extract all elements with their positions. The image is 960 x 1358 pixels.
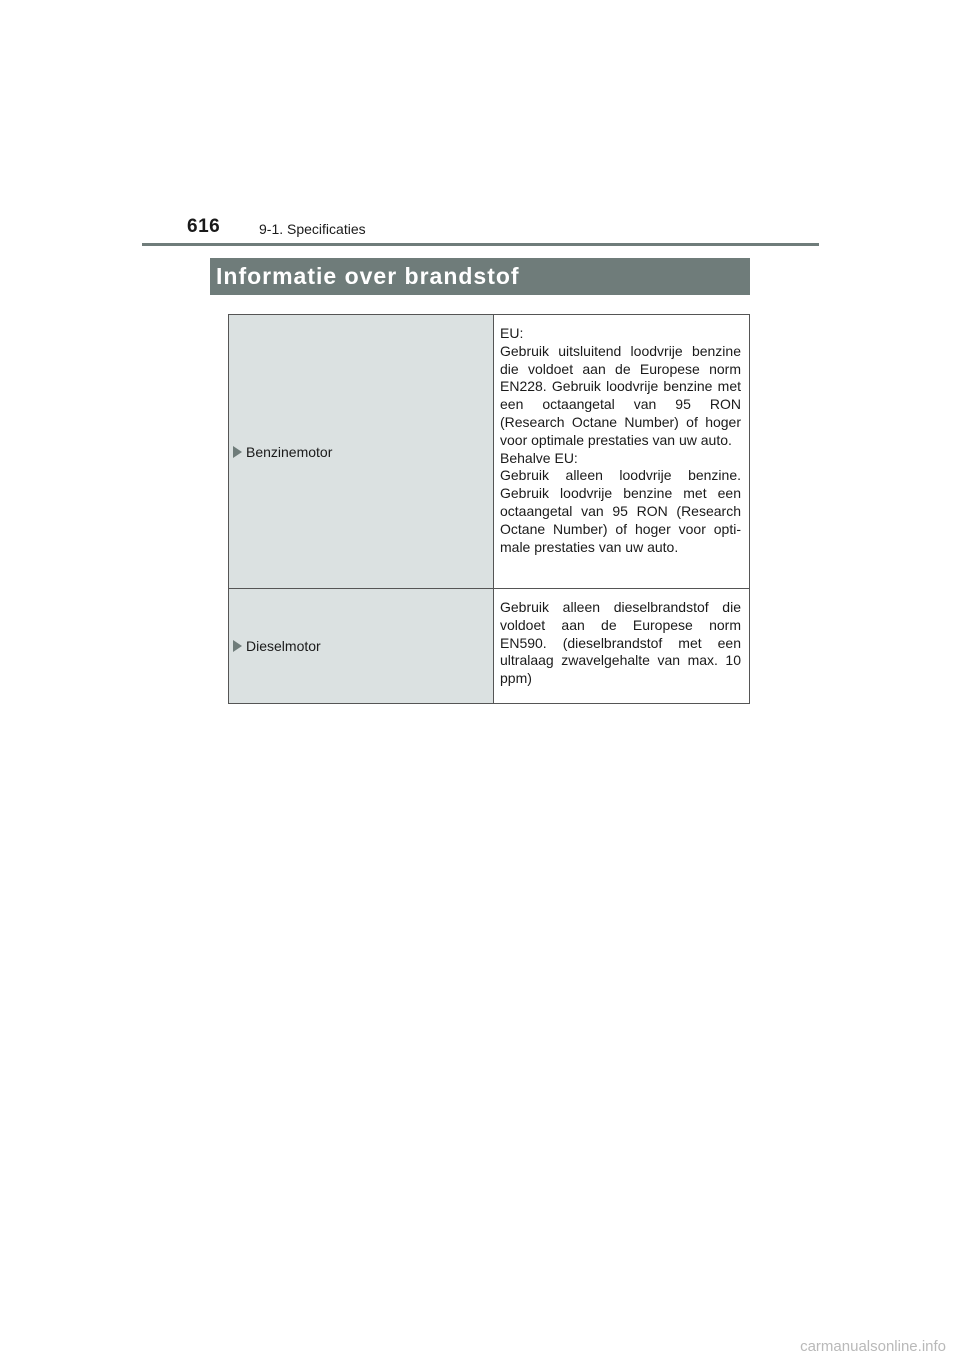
- header-rule: [142, 243, 819, 246]
- desc-line: Gebruik alleen dieselbrandstof die voldoet aan de Europese norm EN590. (dieselbrandstof met een ultralaag zwavelgehalte van max. 10 ppm): [500, 599, 741, 687]
- desc-line: Behalve EU:: [500, 449, 578, 466]
- table-row: [229, 589, 750, 704]
- section-label: 9-1. Specificaties: [259, 221, 366, 237]
- desc-line: Gebruik alleen loodvrije benzine. Gebruik loodvrije benzine met een octaangetal van 95 RON (Research Octane Number) of hoger voor opti-male prestaties van uw auto.: [500, 467, 741, 555]
- watermark: carmanualsonline.info: [800, 1338, 946, 1355]
- label-cell: [229, 589, 494, 704]
- title-bar: [210, 258, 750, 295]
- label-cell: [229, 315, 494, 589]
- page-number: 616: [187, 216, 221, 237]
- triangle-bullet-icon: [233, 640, 242, 652]
- desc-line: EU:: [500, 325, 524, 341]
- row-label: Benzinemotor: [246, 443, 333, 460]
- table-row: [229, 315, 750, 589]
- page-title: Informatie over brandstof: [216, 263, 520, 289]
- fuel-table: [228, 314, 750, 704]
- row-label: Dieselmotor: [246, 638, 321, 654]
- description-cell: [494, 589, 750, 704]
- description-cell: [494, 315, 750, 589]
- desc-line: Gebruik uitsluitend loodvrije benzine die voldoet aan de Europese norm EN228. Gebruik loodvrije benzine met een octaangetal van 95 RON (Research Octane Number) of hoger voor optimale prestaties van uw auto.: [500, 342, 741, 448]
- triangle-bullet-icon: [233, 446, 242, 458]
